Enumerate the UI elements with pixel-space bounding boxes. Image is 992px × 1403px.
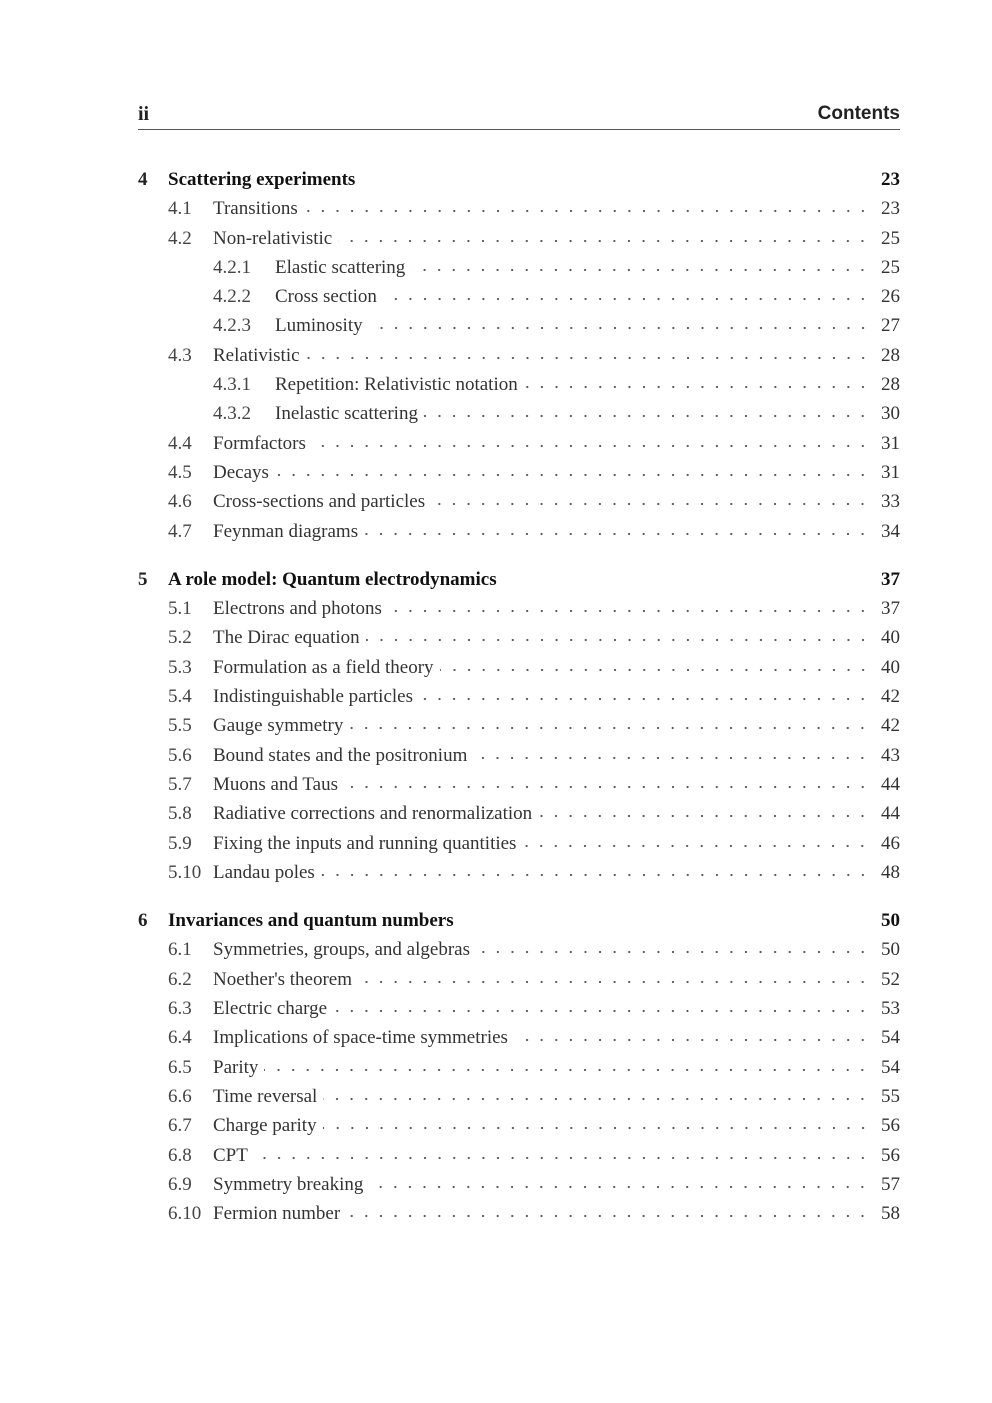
dot-leader — [306, 355, 870, 361]
chapter-number: 4 — [138, 169, 148, 190]
section-title: Non-relativistic — [213, 227, 333, 249]
toc-section-entry[interactable] — [138, 1170, 900, 1199]
section-page: 57 — [881, 1173, 900, 1195]
section-title: Muons and Taus — [213, 773, 338, 795]
section-number: 4.3 — [168, 344, 192, 366]
section-page: 42 — [881, 715, 900, 737]
toc-section-entry[interactable] — [138, 741, 900, 770]
dot-leader — [264, 1067, 870, 1073]
toc-section-entry[interactable] — [138, 711, 900, 740]
toc-subsection-entry[interactable] — [138, 282, 900, 311]
toc-section-entry[interactable] — [138, 487, 900, 516]
section-page: 25 — [881, 256, 900, 278]
dot-leader — [369, 325, 870, 331]
section-number: 4.2.3 — [213, 315, 251, 337]
section-number: 6.8 — [168, 1144, 192, 1166]
section-number: 6.10 — [168, 1203, 202, 1225]
section-page: 31 — [881, 432, 900, 454]
section-title: Relativistic — [213, 344, 300, 366]
section-number: 4.4 — [168, 432, 192, 454]
section-page: 44 — [881, 773, 900, 795]
section-page: 37 — [881, 598, 900, 620]
dot-leader — [524, 384, 870, 390]
toc-section-entry[interactable] — [138, 1023, 900, 1052]
toc-section-entry[interactable] — [138, 194, 900, 223]
section-title: Landau poles — [213, 861, 315, 883]
toc-section-entry[interactable] — [138, 829, 900, 858]
section-title: Implications of space-time symmetries — [213, 1027, 508, 1049]
section-number: 5.3 — [168, 656, 192, 678]
section-page: 25 — [881, 227, 900, 249]
dot-leader — [522, 843, 870, 849]
dot-leader — [411, 267, 870, 273]
toc-section-entry[interactable] — [138, 224, 900, 253]
chapter-page: 37 — [881, 568, 900, 590]
toc-section-entry[interactable] — [138, 858, 900, 887]
section-title: Electrons and photons — [213, 598, 382, 620]
section-page: 52 — [881, 968, 900, 990]
section-title: Decays — [213, 461, 269, 483]
dot-leader — [312, 443, 870, 449]
section-title: The Dirac equation — [213, 627, 360, 649]
chapter-title: Scattering experiments — [168, 169, 356, 190]
section-page: 26 — [881, 286, 900, 308]
toc-section-entry[interactable] — [138, 994, 900, 1023]
toc-chapter-entry[interactable] — [138, 165, 900, 194]
section-page: 56 — [881, 1144, 900, 1166]
section-page: 50 — [881, 939, 900, 961]
section-number: 6.1 — [168, 939, 192, 961]
toc-section-entry[interactable] — [138, 1082, 900, 1111]
dot-leader — [321, 872, 870, 878]
section-title: Cross section — [275, 286, 377, 308]
toc-section-entry[interactable] — [138, 1111, 900, 1140]
section-page: 28 — [881, 374, 900, 396]
toc-chapter-entry[interactable] — [138, 906, 900, 935]
section-number: 6.9 — [168, 1173, 192, 1195]
dot-leader — [514, 1037, 870, 1043]
section-title: Symmetry breaking — [213, 1173, 364, 1195]
dot-leader — [440, 667, 870, 673]
section-title: Formfactors — [213, 432, 306, 454]
section-title: Noether's theorem — [213, 968, 353, 990]
section-title: Luminosity — [275, 315, 363, 337]
section-page: 55 — [881, 1085, 900, 1107]
toc-section-entry[interactable] — [138, 458, 900, 487]
section-page: 31 — [881, 461, 900, 483]
chapter-page: 23 — [881, 169, 900, 190]
section-page: 28 — [881, 344, 900, 366]
section-page: 56 — [881, 1115, 900, 1137]
section-page: 54 — [881, 1027, 900, 1049]
section-title: Symmetries, groups, and algebras — [213, 939, 470, 961]
section-number: 5.6 — [168, 744, 192, 766]
section-page: 40 — [881, 627, 900, 649]
section-number: 6.3 — [168, 998, 192, 1020]
section-title: Time reversal — [213, 1085, 318, 1107]
toc-section-entry[interactable] — [138, 965, 900, 994]
dot-leader — [254, 1155, 870, 1161]
toc-subsection-entry[interactable] — [138, 253, 900, 282]
dot-leader — [304, 208, 870, 214]
section-page: 40 — [881, 656, 900, 678]
section-page: 44 — [881, 803, 900, 825]
toc-section-entry[interactable] — [138, 653, 900, 682]
page-number: ii — [138, 103, 150, 125]
dot-leader — [364, 531, 870, 537]
section-title: Formulation as a field theory — [213, 656, 434, 678]
toc-section-entry[interactable] — [138, 682, 900, 711]
section-number: 5.4 — [168, 686, 192, 708]
toc-section-entry[interactable] — [138, 935, 900, 964]
section-title: Electric charge — [213, 998, 328, 1020]
section-title: Transitions — [213, 198, 298, 220]
chapter-title: A role model: Quantum electrodynamics — [168, 568, 497, 590]
toc-section-entry[interactable] — [138, 517, 900, 546]
section-title: Fermion number — [213, 1203, 341, 1225]
section-number: 4.6 — [168, 491, 192, 513]
toc-section-entry[interactable] — [138, 799, 900, 828]
page-header — [138, 103, 900, 130]
section-page: 46 — [881, 832, 900, 854]
section-page: 54 — [881, 1056, 900, 1078]
section-number: 6.2 — [168, 968, 192, 990]
section-page: 27 — [881, 315, 900, 337]
dot-leader — [388, 608, 870, 614]
section-number: 4.1 — [168, 198, 192, 220]
section-page: 43 — [881, 744, 900, 766]
section-title: Fixing the inputs and running quantities — [213, 832, 517, 854]
section-number: 4.3.1 — [213, 374, 251, 396]
section-number: 5.2 — [168, 627, 192, 649]
section-page: 58 — [881, 1203, 900, 1225]
toc-subsection-entry[interactable] — [138, 399, 900, 428]
section-number: 5.9 — [168, 832, 192, 854]
section-title: Elastic scattering — [275, 256, 406, 278]
section-number: 5.7 — [168, 773, 192, 795]
section-title: Repetition: Relativistic notation — [275, 374, 518, 396]
section-number: 4.2.1 — [213, 256, 251, 278]
toc-section-entry[interactable] — [138, 341, 900, 370]
section-number: 4.3.2 — [213, 403, 251, 425]
section-number: 4.2 — [168, 227, 192, 249]
toc-section-entry[interactable] — [138, 429, 900, 458]
dot-leader — [338, 238, 870, 244]
dot-leader — [473, 755, 870, 761]
table-of-contents — [138, 165, 900, 1228]
dot-leader — [369, 1184, 870, 1190]
dot-leader — [323, 1125, 870, 1131]
running-title: Contents — [817, 103, 900, 124]
dot-leader — [275, 472, 870, 478]
section-number: 5.10 — [168, 861, 202, 883]
toc-chapter-entry[interactable] — [138, 565, 900, 594]
section-number: 4.5 — [168, 461, 192, 483]
dot-leader — [431, 501, 870, 507]
section-number: 6.7 — [168, 1115, 192, 1137]
section-title: Indistinguishable particles — [213, 686, 413, 708]
section-title: Radiative corrections and renormalization — [213, 803, 533, 825]
section-title: CPT — [213, 1144, 248, 1166]
dot-leader — [424, 413, 870, 419]
section-number: 4.7 — [168, 520, 192, 542]
section-title: Gauge symmetry — [213, 715, 344, 737]
dot-leader — [476, 949, 870, 955]
section-title: Charge parity — [213, 1115, 317, 1137]
dot-leader — [366, 637, 870, 643]
section-number: 6.4 — [168, 1027, 192, 1049]
section-number: 5.5 — [168, 715, 192, 737]
dot-leader — [346, 1213, 870, 1219]
dot-leader — [349, 725, 870, 731]
toc-section-entry[interactable] — [138, 1199, 900, 1228]
chapter-page: 50 — [881, 910, 900, 932]
chapter-number: 5 — [138, 568, 148, 590]
section-page: 30 — [881, 403, 900, 425]
section-number: 6.5 — [168, 1056, 192, 1078]
section-number: 5.8 — [168, 803, 192, 825]
section-number: 5.1 — [168, 598, 192, 620]
section-page: 48 — [881, 861, 900, 883]
section-page: 42 — [881, 686, 900, 708]
toc-subsection-entry[interactable] — [138, 370, 900, 399]
dot-leader — [419, 696, 870, 702]
toc-section-entry[interactable] — [138, 770, 900, 799]
toc-section-entry[interactable] — [138, 1053, 900, 1082]
section-title: Parity — [213, 1056, 259, 1078]
section-number: 4.2.2 — [213, 286, 251, 308]
section-number: 6.6 — [168, 1085, 192, 1107]
dot-leader — [323, 1096, 870, 1102]
dot-leader — [344, 784, 870, 790]
toc-section-entry[interactable] — [138, 1141, 900, 1170]
dot-leader — [538, 813, 870, 819]
section-title: Inelastic scattering — [275, 403, 418, 425]
section-page: 34 — [881, 520, 900, 542]
section-title: Feynman diagrams — [213, 520, 359, 542]
dot-leader — [358, 979, 870, 985]
section-title: Cross-sections and particles — [213, 491, 426, 513]
toc-section-entry[interactable] — [138, 623, 900, 652]
toc-section-entry[interactable] — [138, 594, 900, 623]
section-title: Bound states and the positronium — [213, 744, 468, 766]
section-page: 23 — [881, 198, 900, 220]
chapter-number: 6 — [138, 910, 148, 932]
dot-leader — [383, 296, 870, 302]
toc-subsection-entry[interactable] — [138, 311, 900, 340]
section-page: 33 — [881, 491, 900, 513]
dot-leader — [333, 1008, 870, 1014]
chapter-title: Invariances and quantum numbers — [168, 910, 454, 932]
section-page: 53 — [881, 998, 900, 1020]
